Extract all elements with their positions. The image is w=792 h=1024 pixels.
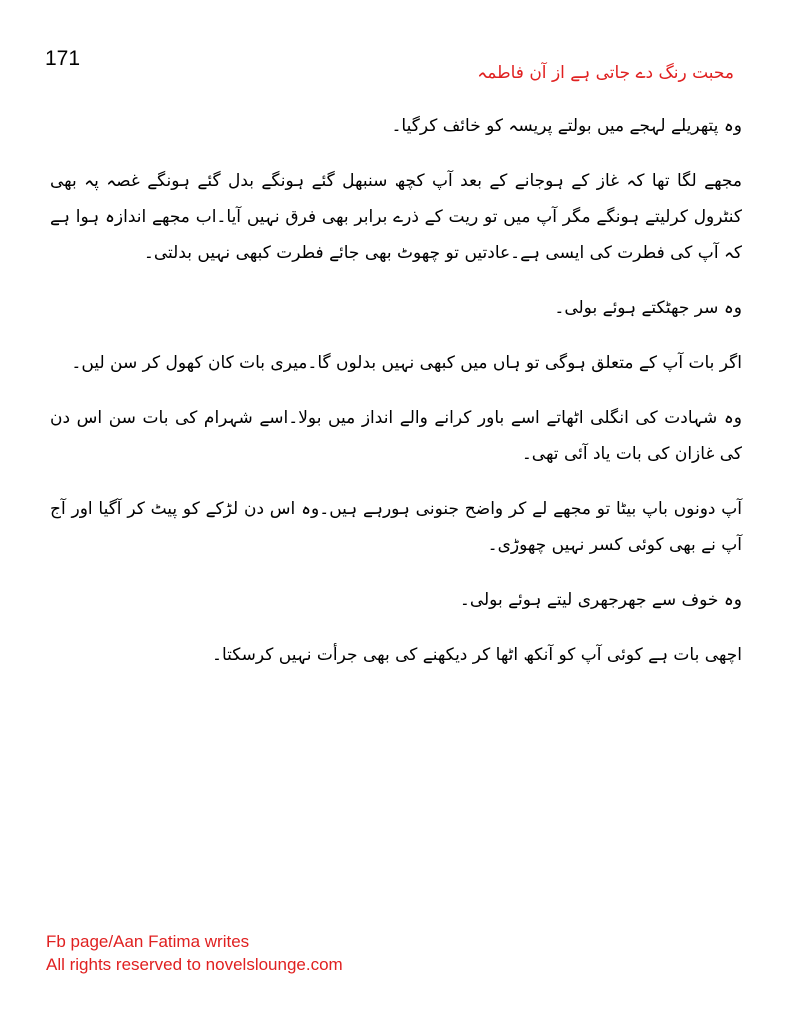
paragraph: مجھے لگا تھا کہ غاز کے ہوجانے کے بعد آپ کچھ سنبھل گئے ہونگے بدل گئے ہونگے غصہ پہ بھی کنٹرول کرلیتے ہونگے مگر آپ میں تو ریت کے ذرے برابر بھی فرق نہیں آیا۔اب مجھے اندازہ ہوا ہے کہ آپ کی فطرت کی ایسی ہے۔عادتیں تو چھوٹ بھی جائے فطرت کبھی نہیں بدلتی۔ — [50, 171, 742, 263]
paragraph: وہ پتھریلے لہجے میں بولتے پریسہ کو خائف کرگیا۔ — [391, 116, 742, 136]
book-title-header: محبت رنگ دے جاتی ہے از آن فاطمہ — [477, 63, 734, 83]
paragraph: وہ خوف سے جھرجھری لیتے ہوئے بولی۔ — [459, 590, 742, 610]
footer-facebook-page: Fb page/Aan Fatima writes — [46, 932, 250, 951]
footer-copyright: All rights reserved to novelslounge.com — [46, 955, 343, 974]
footer-credits — [46, 930, 343, 976]
paragraph: اگر بات آپ کے متعلق ہوگی تو ہاں میں کبھی نہیں بدلوں گا۔میری بات کان کھول کر سن لیں۔ — [71, 353, 742, 373]
paragraph: وہ شہادت کی انگلی اٹھاتے اسے باور کرانے والے انداز میں بولا۔اسے شہرام کی بات سن اس دن کی غازان کی بات یاد آئی تھی۔ — [50, 408, 742, 464]
body-text — [50, 108, 742, 692]
page-number: 171 — [45, 47, 81, 70]
paragraph: اچھی بات ہے کوئی آپ کو آنکھ اٹھا کر دیکھنے کی بھی جرأت نہیں کرسکتا۔ — [211, 645, 742, 665]
paragraph: وہ سر جھٹکتے ہوئے بولی۔ — [554, 298, 742, 318]
paragraph: آپ دونوں باپ بیٹا تو مجھے لے کر واضح جنونی ہورہے ہیں۔وہ اس دن لڑکے کو پیٹ کر آگیا اور آج آپ نے بھی کوئی کسر نہیں چھوڑی۔ — [50, 499, 742, 555]
